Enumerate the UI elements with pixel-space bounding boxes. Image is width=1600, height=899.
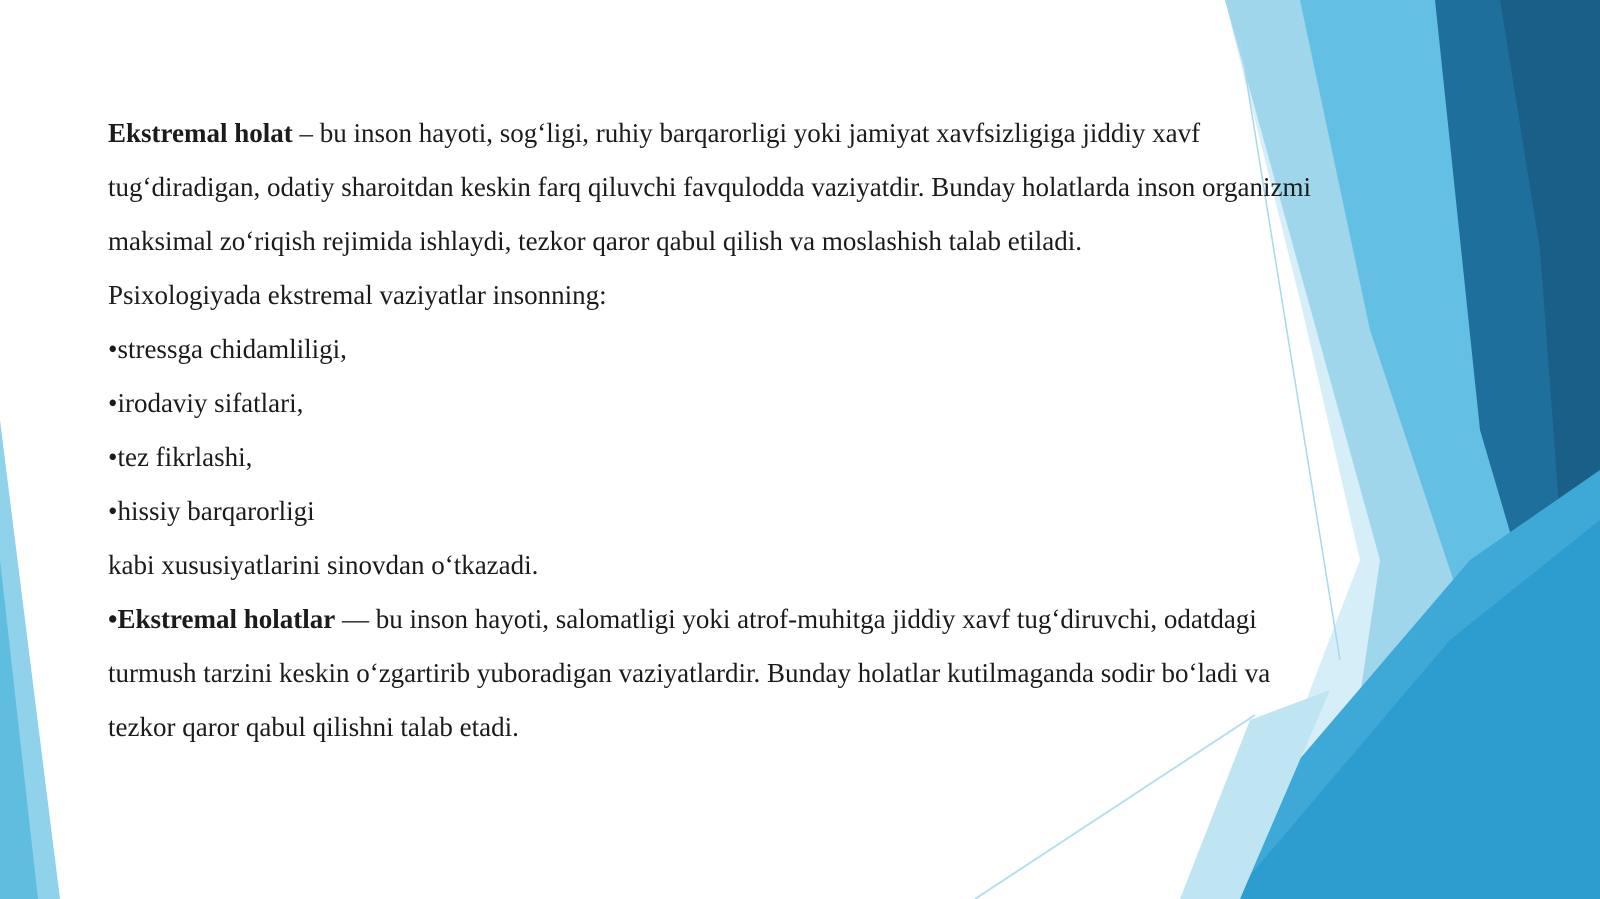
definition-text: – bu inson hayoti, sog‘ligi, ruhiy barqarorligi yoki jamiyat xavfsizligiga jiddiy xavf tug‘diradigan, odatiy sharoitdan keskin farq qiluvchi favqulodda vaziyatdir. Bunday holatlarda inson organizmi maksimal zo‘riqish rejimida ishlaydi, tezkor qaror qabul qilish va moslashish talab etiladi. [108, 118, 1311, 256]
term-ekstremal-holat: Ekstremal holat [108, 118, 293, 148]
conclusion-line: kabi xususiyatlarini sinovdan o‘tkazadi. [108, 550, 539, 580]
intro-line: Psixologiyada ekstremal vaziyatlar insonning: [108, 280, 607, 310]
definition-paragraph [108, 106, 1338, 268]
bullet-item: •stressga chidamliligi, [108, 334, 347, 364]
second-definition-text: — bu inson hayoti, salomatligi yoki atrof-muhitga jiddiy xavf tug‘diruvchi, odatdagi turmush tarzini keskin o‘zgartirib yuboradigan vaziyatlardir. Bunday holatlar kutilmaganda sodir bo‘ladi va tezkor qaror qabul qilishni talab etadi. [108, 604, 1271, 742]
slide-text [108, 106, 1338, 754]
bullet-item: •hissiy barqarorligi [108, 496, 315, 526]
second-definition-paragraph [108, 592, 1338, 754]
bullet-item: •irodaviy sifatlari, [108, 388, 304, 418]
bullet-item: •tez fikrlashi, [108, 442, 253, 472]
term-ekstremal-holatlar: •Ekstremal holatlar [108, 604, 336, 634]
